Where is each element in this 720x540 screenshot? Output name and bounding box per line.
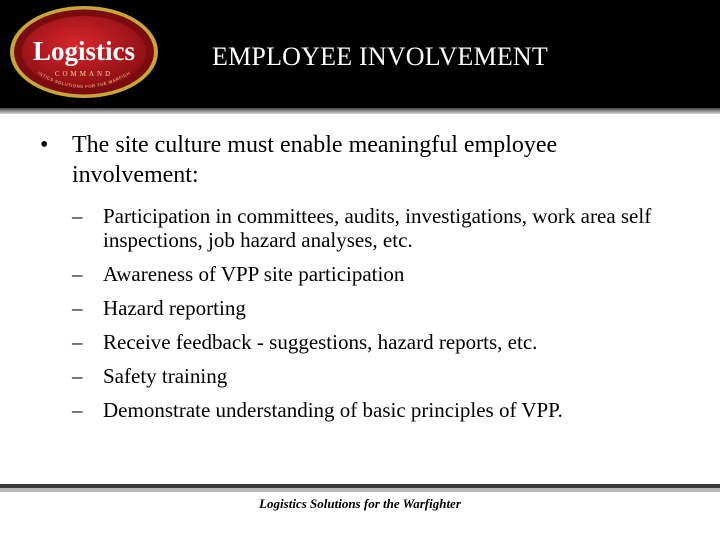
bullet-mark: • (40, 132, 49, 158)
sub-bullet (72, 204, 680, 252)
dash-mark: – (72, 364, 83, 388)
slide-content (40, 130, 680, 432)
sub-bullet-text: Awareness of VPP site participation (103, 262, 405, 286)
logo-wordmark: Logistics (32, 36, 136, 66)
dash-mark: – (72, 398, 83, 422)
sub-bullet (72, 296, 680, 320)
main-bullet (40, 130, 680, 190)
sub-bullet (72, 262, 680, 286)
logo-subtext: COMMAND (54, 70, 114, 78)
sub-bullet (72, 398, 680, 422)
dash-mark: – (72, 204, 83, 228)
sub-bullet (72, 364, 680, 388)
sub-bullet-text: Participation in committees, audits, investigations, work area self inspections, job hazard analyses, etc. (103, 204, 652, 252)
logo-ring-text: ISTICS SOLUTIONS FOR THE WARFIGH (37, 70, 132, 90)
main-bullet-text: The site culture must enable meaningful employee involvement: (72, 132, 558, 188)
sub-bullet-text: Hazard reporting (103, 296, 246, 320)
dash-mark: – (72, 262, 83, 286)
dash-mark: – (72, 296, 83, 320)
logistics-command-logo (8, 4, 160, 100)
dash-mark: – (72, 330, 83, 354)
footer-tagline: Logistics Solutions for the Warfighter (259, 496, 461, 511)
header-divider (0, 108, 720, 114)
footer-divider-light (0, 488, 720, 492)
sub-bullet-text: Demonstrate understanding of basic principles of VPP. (103, 398, 563, 422)
sub-bullet-text: Safety training (103, 364, 228, 388)
sub-bullet (72, 330, 680, 354)
sub-bullet-text: Receive feedback - suggestions, hazard reports, etc. (103, 330, 538, 354)
slide-title: EMPLOYEE INVOLVEMENT (212, 42, 548, 71)
sub-bullet-list (72, 204, 680, 422)
